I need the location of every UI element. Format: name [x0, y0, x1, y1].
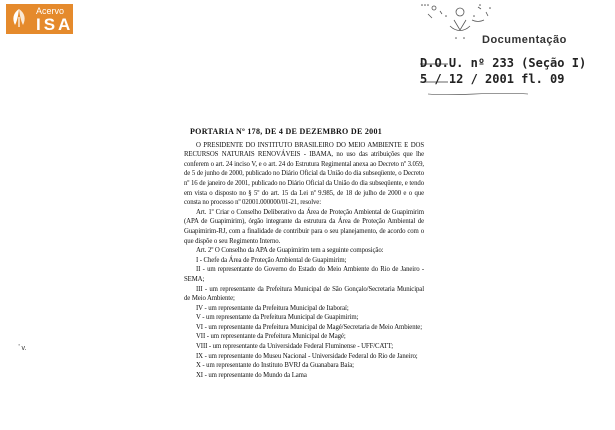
archive-stamp: [420, 2, 610, 102]
stamp-publication-date: 5 / 12 / 2001 fl. 09: [420, 72, 565, 86]
document-body: [184, 127, 424, 380]
composition-item: XI - um representante do Mundo da Lama: [196, 371, 307, 379]
logo-line-acervo: Acervo: [36, 6, 65, 16]
composition-item: II - um representante do Governo do Estado do Meio Ambiente do Rio de Janeiro - SEMA;: [184, 266, 424, 283]
composition-item: IV - um representante da Prefeitura Municipal de Itaboraí;: [196, 304, 349, 312]
composition-item: VII - um representante da Prefeitura Municipal de Magé;: [196, 333, 346, 341]
document-title: PORTARIA Nº 178, DE 4 DE DEZEMBRO DE 2001: [190, 127, 383, 136]
document-article-1: Art. 1º Criar o Conselho Deliberativo da Área de Proteção Ambiental de Guapimirim (APA de Guapimirim), órgão integrante da estrutura da Área de Proteção Ambiental de Guapimirim-RJ, com a finalidade de contribuir para o seu planejamento, de acordo com o que dispõe o seu Regimento Interno.: [184, 208, 424, 245]
isa-logo: [6, 4, 73, 34]
composition-item: IX - um representante do Museu Nacional - Universidade Federal do Rio de Janeiro;: [196, 352, 418, 360]
logo-line-isa: ISA: [36, 15, 74, 34]
composition-item: VI - um representante da Prefeitura Municipal de Magé/Secretaria de Meio Ambiente;: [196, 323, 423, 331]
composition-item: VIII - um representante da Universidade Federal Fluminense - UFF/CATT;: [196, 343, 394, 351]
isa-leaf-icon: [10, 7, 28, 29]
document-article-2: Art. 2º O Conselho da APA de Guapimirim tem a seguinte composição:: [196, 247, 384, 255]
composition-item: V - um representante da Prefeitura Municipal de Guapimirim;: [196, 314, 359, 322]
composition-item: X - um representante do Instituto BVRJ da Guanabara Baía;: [196, 362, 354, 370]
composition-item: III - um representante da Prefeitura Municipal de São Gonçalo/Secretaria Municipal de Meio Ambiente;: [184, 285, 424, 303]
margin-mark: ﾞv.: [18, 345, 27, 352]
composition-item: I - Chefe da Área de Proteção Ambiental de Guapimirim;: [196, 256, 347, 264]
document-preamble: O PRESIDENTE DO INSTITUTO BRASILEIRO DO MEIO AMBIENTE E DOS RECURSOS NATURAIS RENOVÁVEIS - IBAMA, no uso das atribuições que lhe conferem o art. 24 inciso V, e o art. 24 do Estrutura Regimental anexa ao Decreto nº 3.059, de 5 de junho de 2000, publicado no Diário Oficial da União do dia subseqüente, o Decreto nº 16 de janeiro de 2001, publicado no Diário Oficial da União do dia subseqüente, e tendo em vista o disposto no § 5º do art. 15 da Lei nº 9.985, de 18 de julho de 2000 e o que consta no processo nº 02001.000000/01-21, resolve:: [184, 141, 424, 207]
stamp-department: Documentação: [482, 34, 567, 46]
stamp-publication-ref: D.O.U. nº 233 (Seção I): [420, 56, 587, 70]
